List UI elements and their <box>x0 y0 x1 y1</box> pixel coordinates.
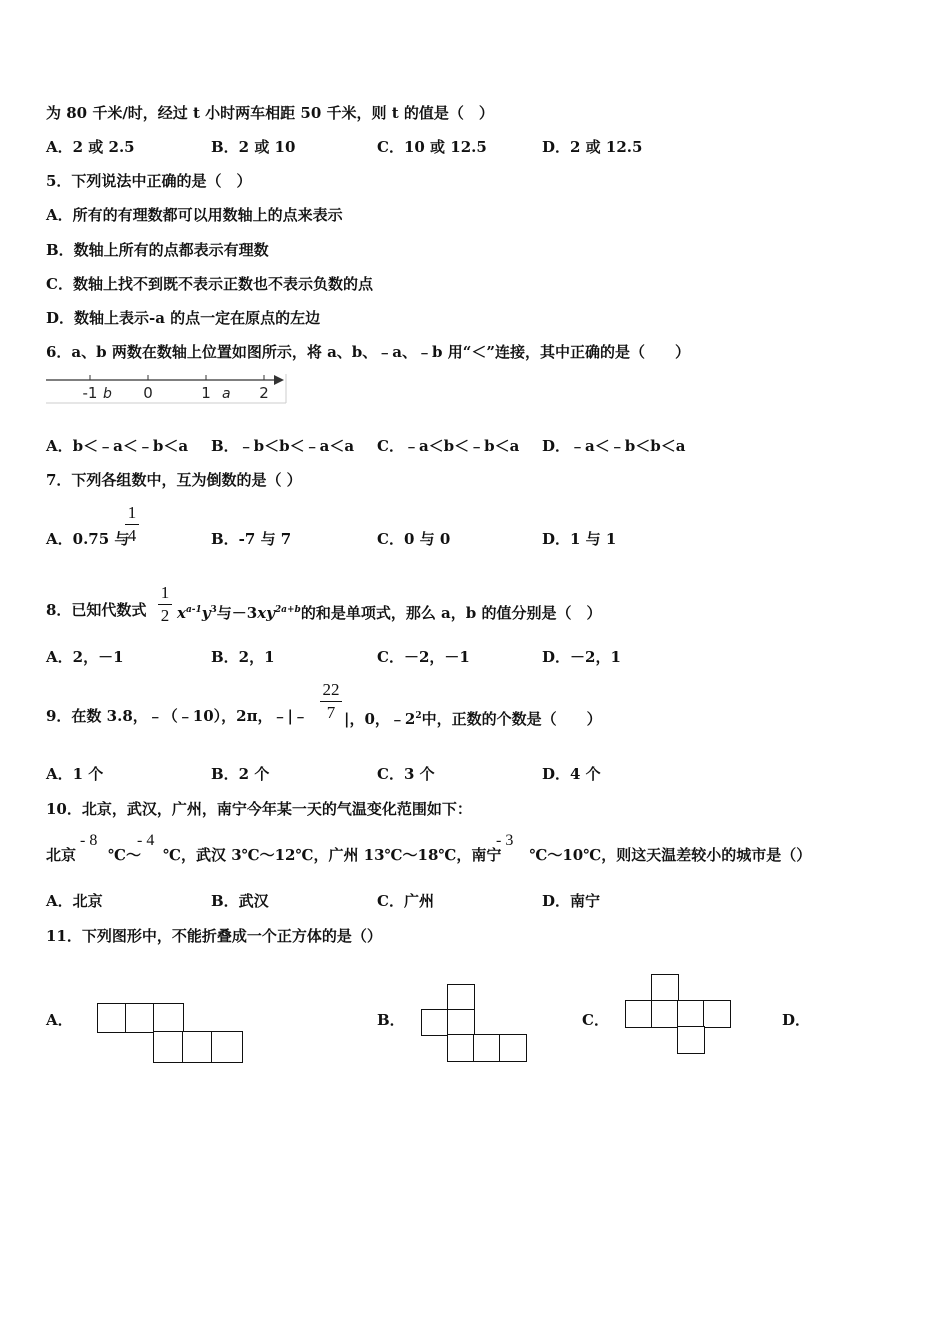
q10-text-d: ℃～10℃，则这天温差较小的城市是（） <box>529 846 812 864</box>
q6-option-b: B．﹣b＜b＜﹣a＜a <box>211 437 355 455</box>
q4-option-d: D．2 或 12.5 <box>542 138 643 156</box>
q5-option-d: D．数轴上表示-a 的点一定在原点的左边 <box>46 309 321 327</box>
q4-option-c: C．10 或 12.5 <box>377 138 487 156</box>
q9-stem-rest <box>344 706 602 729</box>
net-square <box>153 1003 184 1033</box>
q9-option-b: B．2 个 <box>211 765 270 783</box>
net-square <box>211 1031 243 1063</box>
q4-option-b: B．2 或 10 <box>211 138 296 156</box>
net-square <box>677 1026 705 1054</box>
q8-var-xy: xy <box>257 604 275 622</box>
net-square <box>153 1031 184 1063</box>
net-square <box>182 1031 213 1063</box>
q11-label-b: B． <box>377 1011 405 1029</box>
q10-stem: 10．北京，武汉，广州，南宁今年某一天的气温变化范围如下： <box>46 800 472 818</box>
q8-middle: 与－3 <box>216 604 258 622</box>
q5-option-c: C．数轴上找不到既不表示正数也不表示负数的点 <box>46 275 373 293</box>
q8-exp-x: a-1 <box>185 605 202 615</box>
net-square <box>125 1003 155 1033</box>
q6-stem: 6．a、b 两数在数轴上位置如图所示，将 a、b、﹣a、﹣b 用“＜”连接，其中正确的是（ ） <box>46 343 690 361</box>
axis-label-b: b <box>102 386 112 402</box>
q8-exp-y: 3 <box>210 605 217 615</box>
q5-stem: 5．下列说法中正确的是（ ） <box>46 172 252 190</box>
axis-label-a: a <box>222 386 231 402</box>
q8-stem-rest <box>177 600 601 623</box>
q8-option-b: B．2，1 <box>211 648 275 666</box>
q6-number-line <box>44 370 288 406</box>
q9-stem-prefix: 9．在数 3.8，﹣（﹣10），2π，﹣|﹣ <box>46 707 309 725</box>
axis-label-0: 0 <box>143 384 153 402</box>
net-square <box>499 1034 527 1062</box>
q7-stem: 7．下列各组数中，互为倒数的是（ ） <box>46 471 302 489</box>
net-square <box>447 1034 475 1062</box>
q10-text-b: ℃～ <box>108 846 141 864</box>
q10-text-c: ℃，武汉 3℃～12℃，广州 13℃～18℃，南宁 <box>163 846 502 864</box>
q9-suffix-b: 中，正数的个数是（ ） <box>421 710 602 728</box>
axis-label--1: -1 <box>82 384 98 402</box>
q9-option-a: A．1 个 <box>46 765 104 783</box>
q6-option-c: C．﹣a＜b＜﹣b＜a <box>377 437 520 455</box>
q11-stem: 11．下列图形中，不能折叠成一个正方体的是（） <box>46 927 382 945</box>
q7-option-b: B．-7 与 7 <box>211 530 292 548</box>
q7-fraction-numerator: 1 <box>127 503 137 522</box>
q8-stem-prefix: 8．已知代数式 <box>46 601 147 619</box>
q10-value-1: - 8 <box>80 832 98 849</box>
net-square <box>651 1000 679 1028</box>
q8-exp-xy: 2a+b <box>274 605 301 615</box>
q8-fraction <box>158 583 172 626</box>
q10-value-2: - 4 <box>137 832 155 849</box>
q5-option-b: B．数轴上所有的点都表示有理数 <box>46 241 269 259</box>
q10-option-c: C．广州 <box>377 892 434 910</box>
q5-option-a: A．所有的有理数都可以用数轴上的点来表示 <box>46 206 343 224</box>
q8-option-a: A．2，－1 <box>46 648 124 666</box>
q8-suffix: 的和是单项式，那么 a，b 的值分别是（ ） <box>300 604 602 622</box>
q7-fraction-denominator: 4 <box>127 526 137 545</box>
q9-fraction <box>320 680 342 723</box>
q7-option-c: C．0 与 0 <box>377 530 451 548</box>
q10-city-beijing: 北京 <box>46 846 77 864</box>
net-square <box>651 974 679 1002</box>
q8-fraction-numerator: 1 <box>160 583 170 602</box>
axis-label-2: 2 <box>259 384 269 402</box>
q7-option-a: A．0.75 与 <box>46 530 130 548</box>
q9-option-c: C．3 个 <box>377 765 435 783</box>
net-square <box>97 1003 127 1033</box>
net-square <box>473 1034 501 1062</box>
axis-label-1: 1 <box>201 384 211 402</box>
q4-stem: 为 80 千米/时，经过 t 小时两车相距 50 千米，则 t 的值是（ ） <box>46 104 494 122</box>
q10-option-d: D．南宁 <box>542 892 601 910</box>
q8-var-x: x <box>177 604 186 622</box>
q8-option-c: C．－2，－1 <box>377 648 470 666</box>
q9-sup: 2 <box>415 711 422 721</box>
net-square <box>447 1009 475 1036</box>
q6-option-a: A．b＜﹣a＜﹣b＜a <box>46 437 189 455</box>
q6-option-d: D．﹣a＜﹣b＜b＜a <box>542 437 686 455</box>
q10-line <box>46 845 811 865</box>
q11-label-d: D． <box>782 1011 811 1029</box>
net-square <box>625 1000 653 1028</box>
q4-option-a: A．2 或 2.5 <box>46 138 135 156</box>
axis-arrow <box>274 375 284 385</box>
q10-option-a: A．北京 <box>46 892 103 910</box>
q11-label-c: C． <box>582 1011 609 1029</box>
net-square <box>421 1009 449 1036</box>
q9-fraction-numerator: 22 <box>322 680 340 699</box>
q9-option-d: D．4 个 <box>542 765 601 783</box>
q10-option-b: B．武汉 <box>211 892 269 910</box>
net-square <box>447 984 475 1011</box>
q9-fraction-denominator: 7 <box>326 703 336 722</box>
q8-var-y: y <box>201 604 211 622</box>
net-square <box>677 1000 705 1028</box>
q9-suffix-a: |，0，﹣2 <box>344 710 416 728</box>
q7-option-d: D．1 与 1 <box>542 530 617 548</box>
net-square <box>703 1000 731 1028</box>
q11-label-a: A． <box>46 1011 73 1029</box>
q8-option-d: D．－2，1 <box>542 648 621 666</box>
q7-fraction <box>125 503 139 546</box>
q8-fraction-denominator: 2 <box>160 606 170 625</box>
q10-value-3: - 3 <box>496 832 514 849</box>
